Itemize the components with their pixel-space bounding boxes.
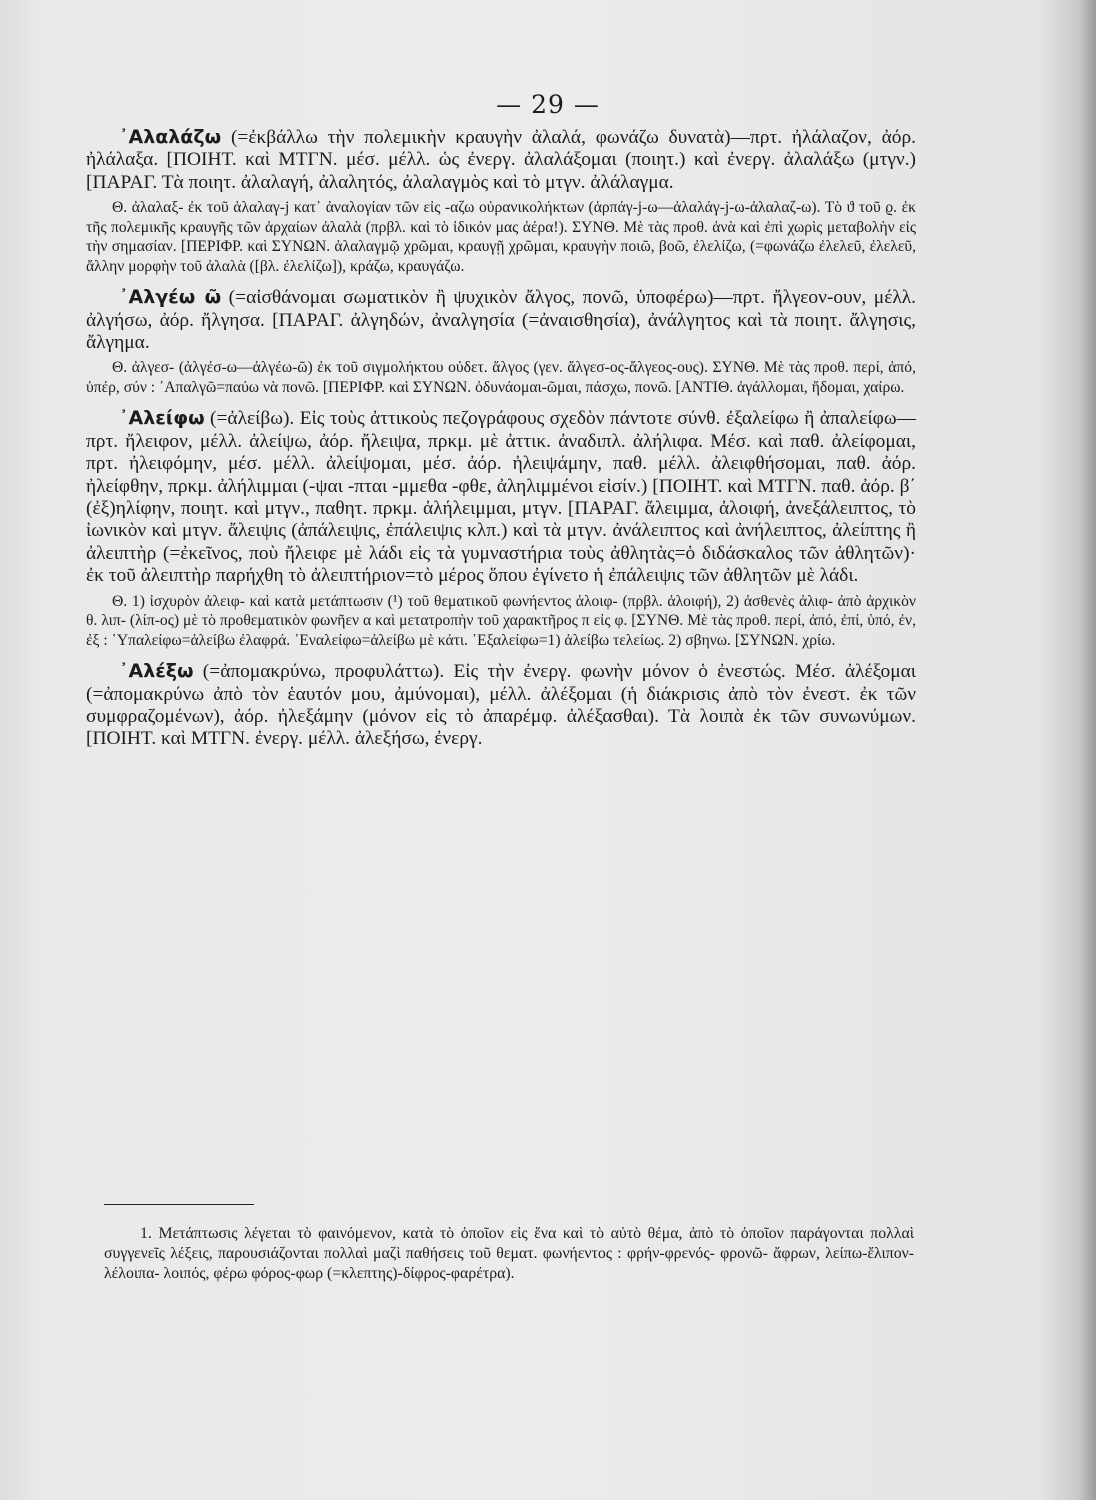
dictionary-content — [86, 126, 916, 761]
entry-alalazo — [86, 126, 916, 276]
entry-definition: (=ἀλείβω). Εἰς τοὺς ἀττικοὺς πεζογράφους σχεδὸν πάντοτε σύνθ. ἐξαλείφω ἢ ἀπαλείφω—πρτ. ἤλειφον, μέλλ. ἀλείψω, ἀόρ. ἤλειψα, πρκμ. μὲ ἀττικ. ἀναδιπλ. ἀλήλιφα. Μέσ. καὶ παθ. ἀλείφομαι, πρτ. ἠλειφόμην, μέσ. μέλλ. ἀλείψομαι, μέσ. ἀόρ. ἠλειψάμην, παθ. μέλλ. ἀλειφθήσομαι, παθ. ἀόρ. ἠλείφθην, πρκμ. ἀλήλιμμαι (-ψαι -πται -μμεθα -φθε, ἀληλιμμένοι εἰσίν.) [ΠΟΙΗΤ. καὶ ΜΤΓΝ. παθ. ἀόρ. β΄ (ἐξ)ηλίφην, ποιητ. καὶ μτγν., παθητ. πρκμ. ἀλήλειμμαι, μτγν. [ΠΑΡΑΓ. ἄλειμμα, ἀλοιφή, ἀνεξάλειπτος, τὸ ἰωνικὸν καὶ μτγν. ἄλειψις (ἀπάλειψις, ἐπάλειψις κλπ.) καὶ τὰ μτγν. ἀνάλειπτος καὶ ἀνήλειπτος, ἀλείπτης ἢ ἀλειπτὴρ (=ἐκεῖνος, ποὺ ἤλειφε μὲ λάδι εἰς τὰ γυμναστήρια τοὺς ἀθλητὰς=ὁ διδάσκαλος τῶν ἀθλητῶν)· ἐκ τοῦ ἀλειπτὴρ παρήχθη τὸ ἀλειπτήριον=τὸ μέρος ὅπου ἐγίνετο ἡ ἐπάλειψις τῶν ἀθλητῶν μὲ λάδι. — [86, 408, 916, 587]
headword: ᾿Αλγέω ῶ — [119, 286, 222, 309]
entry-main-text — [86, 286, 916, 354]
entry-main-text — [86, 660, 916, 751]
page-number: — 29 — — [496, 90, 600, 119]
entry-definition: (=αἰσθάνομαι σωματικὸν ἢ ψυχικὸν ἄλγος, πονῶ, ὑποφέρω)—πρτ. ἤλγεον-ουν, μέλλ. ἀλγήσω, ἀόρ. ἤλγησα. [ΠΑΡΑΓ. ἀλγηδών, ἀναλγησία (=ἀναισθησία), ἀνάλγητος καὶ τὰ ποιητ. ἄλγησις, ἄλγημα. — [86, 287, 916, 354]
headword: ᾿Αλέξω — [119, 660, 194, 683]
entry-etymology: Θ. ἀλγεσ- (ἀλγέσ-ω—ἀλγέω-ῶ) ἐκ τοῦ σιγμολήκτου οὐδετ. ἄλγος (γεν. ἄλγεσ-ος-ἄλγεος-ους). ΣΥΝΘ. Μὲ τὰς προθ. περί, ἀπό, ὑπέρ, σύν : ᾿Απαλγῶ=παύω νὰ πονῶ. [ΠΕΡΙΦΡ. καὶ ΣΥΝΩΝ. ὀδυνάομαι-ῶμαι, πάσχω, πονῶ. [ΑΝΤΙΘ. ἀγάλλομαι, ἥδομαι, χαίρω. — [86, 359, 916, 396]
entry-definition: (=ἀπομακρύνω, προφυλάττω). Εἰς τὴν ἐνεργ. φωνὴν μόνον ὁ ἐνεστώς. Μέσ. ἀλέξομαι (=ἀπομακρύνω ἀπὸ τὸν ἑαυτόν μου, ἀμύνομαι), μέλλ. ἀλέξομαι (ἡ διάκρισις ἀπὸ τὸν ἐνεστ. ἐκ τῶν συμφραζομένων), ἀόρ. ἠλεξάμην (μόνον εἰς τὸ ἀπαρέμφ. ἀλέξασθαι). Τὰ λοιπὰ ἐκ τῶν συνωνύμων. [ΠΟΙΗΤ. καὶ ΜΤΓΝ. ἐνεργ. μέλλ. ἀλεξήσω, ἐνεργ. — [86, 661, 916, 750]
entry-main-text — [86, 126, 916, 194]
entry-etymology: Θ. ἀλαλαξ- ἐκ τοῦ ἀλαλαγ-j κατ᾿ ἀναλογίαν τῶν εἰς -αζω οὐρανικολήκτων (ἁρπάγ-j-ω—ἀλαλάγ-j-ω-ἀλαλαζ-ω). Τὸ ϑ τοῦ ϱ. ἐκ τῆς πολεμικῆς κραυγῆς τῶν ἀρχαίων ἀλαλὰ (πρβλ. καὶ τὸ ἰδικόν μας ἀέρα!). ΣΥΝΘ. Μὲ τὰς προθ. ἀνὰ καὶ ἐπὶ χωρὶς μεταβολὴν εἰς τὴν σημασίαν. [ΠΕΡΙΦΡ. καὶ ΣΥΝΩΝ. ἀλαλαγμῷ χρῶμαι, κραυγῇ χρῶμαι, κραυγὴν ποιῶ, βοῶ, ἐλελίζω, (=φωνάζω ἐλελεῦ, ἐλελεῦ, ἄλλην μορφὴν τοῦ ἀλαλὰ ([βλ. ἐλελίζω]), κράζω, κραυγάζω. — [86, 199, 916, 275]
entry-etymology: Θ. 1) ἰσχυρὸν ἀλειφ- καὶ κατὰ μετάπτωσιν (¹) τοῦ θεματικοῦ φωνήεντος ἀλοιφ- (πρβλ. ἀλοιφή), 2) ἀσθενὲς ἀλιφ- ἀπὸ ἀρχικὸν θ. λιπ- (λίπ-ος) μὲ τὸ προθεματικὸν φωνῆεν α καὶ μετατροπὴν τοῦ χαρακτῆρος π εἰς φ. [ΣΥΝΘ. Μὲ τὰς προθ. περί, ἀπό, ἐπί, ὑπό, ἐν, ἐξ : ῾Υπαλείφω=ἀλείβω ἐλαφρά. ᾿Εναλείφω=ἀλείβω μὲ κάτι. ᾿Εξαλείφω=1) ἀλείβω τελείως. 2) σβηνω. [ΣΥΝΩΝ. χρίω. — [86, 592, 916, 649]
page-edge-shadow — [1078, 0, 1096, 1500]
entry-alexo — [86, 660, 916, 751]
headword: ᾿Αλείφω — [119, 407, 205, 430]
footnote: 1. Μετάπτωσις λέγεται τὸ φαινόμενον, κατὰ τὸ ὁποῖον εἰς ἕνα καὶ τὸ αὐτὸ θέμα, ἀπὸ τὸ ὁποῖον παράγονται πολλαὶ συγγενεῖς λέξεις, παρουσιάζονται πολλαὶ μαζὶ παθήσεις τοῦ θεματ. φωνήεντος : φρήν-φρενός- φρονῶ- ἄφρων, λείπω-ἔλιπον- λέλοιπα- λοιπός, φέρω φόρος-φωρ (=κλεπτης)-δίφρος-φαρέτρα). — [104, 1225, 914, 1282]
footnote-divider — [104, 1204, 254, 1205]
headword: ᾿Αλαλάζω — [119, 126, 222, 148]
entry-main-text — [86, 407, 916, 587]
entry-aleipho — [86, 407, 916, 650]
entry-algeo — [86, 286, 916, 397]
entry-definition: (=ἐκβάλλω τὴν πολεμικὴν κραυγὴν ἀλαλά, φωνάζω δυνατὰ)—πρτ. ἠλάλαζον, ἀόρ. ἠλάλαξα. [ΠΟΙΗΤ. καὶ ΜΤΓΝ. μέσ. μέλλ. ὡς ἐνεργ. ἀλαλάξομαι (ποιητ.) καὶ ἐνεργ. ἀλαλάξω (μτγν.) [ΠΑΡΑΓ. Τὰ ποιητ. ἀλαλαγή, ἀλαλητός, ἀλαλαγμὸς καὶ τὸ μτγν. ἀλάλαγμα. — [86, 127, 916, 193]
